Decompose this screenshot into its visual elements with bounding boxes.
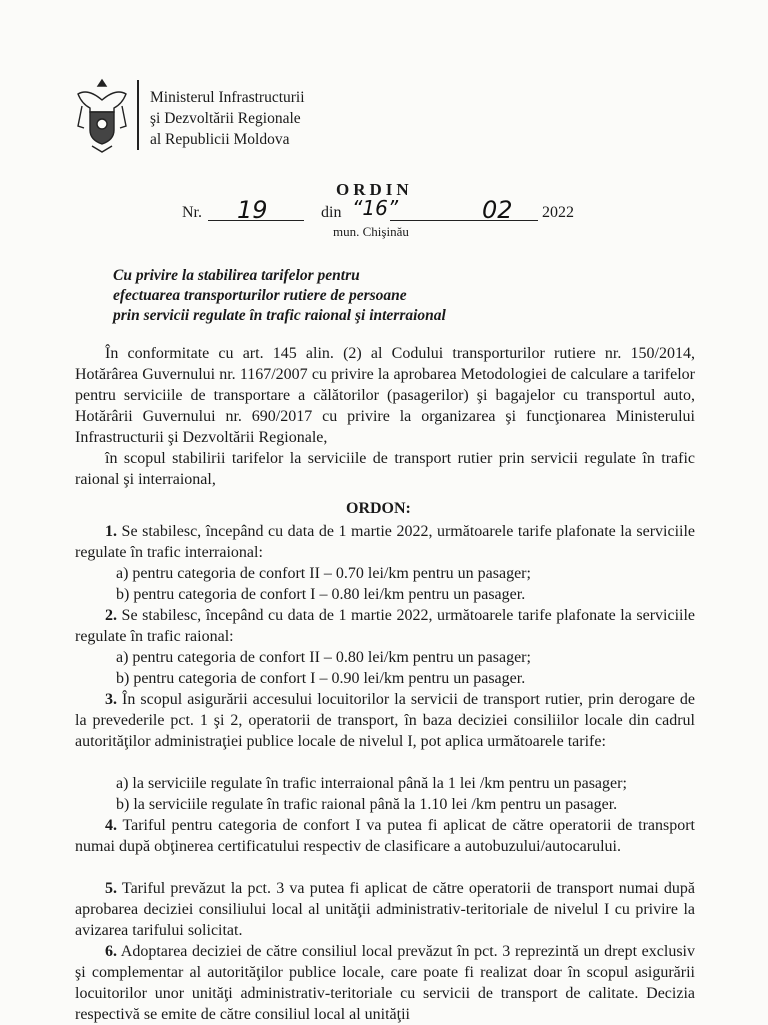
year-value: 2022 <box>542 204 574 221</box>
point-1-b: b) pentru categoria de confort I – 0.80 lei/km pentru un pasager. <box>116 586 526 603</box>
subject-line-3: prin servicii regulate în trafic raional şi interraional <box>113 307 446 324</box>
order-place: mun. Chişinău <box>333 224 409 239</box>
ministry-line-2: şi Dezvoltării Regionale <box>150 110 301 127</box>
ministry-line-3: al Republicii Moldova <box>150 131 290 148</box>
point-3-b: b) la serviciile regulate în trafic raional până la 1.10 lei /km pentru un pasager. <box>116 796 618 813</box>
preamble-paragraph-2: în scopul stabilirii tarifelor la serviciile de transport rutier prin servicii regulate în trafic raional şi interraional, <box>75 450 695 488</box>
month-value: 02 <box>482 196 513 224</box>
point-2: 2. Se stabilesc, începând cu data de 1 martie 2022, următoarele tarife plafonate la serviciile regulate în trafic raional: <box>75 607 696 645</box>
header-divider <box>137 80 139 150</box>
subject-line-2: efectuarea transporturilor rutiere de persoane <box>113 287 407 304</box>
point-2-a: a) pentru categoria de confort II – 0.80 lei/km pentru un pasager; <box>116 649 531 666</box>
point-3: 3. În scopul asigurării accesului locuitorilor la servicii de transport rutier, prin derogare de la prevederile pct. 1 şi 2, operatorii de transport, în baza deciziei consiliilor locale din cadrul autorităţilor administraţiei publice locale de nivelul I, pot aplica următoarele tarife: <box>75 691 696 750</box>
order-number-row <box>182 196 602 226</box>
order-subject <box>113 266 446 326</box>
ministry-line-1: Ministerul Infrastructurii <box>150 89 305 106</box>
day-underline <box>390 220 480 221</box>
point-1: 1. Se stabilesc, începând cu data de 1 martie 2022, următoarele tarife plafonate la serviciile regulate în trafic interraional: <box>75 523 696 561</box>
point-1-a: a) pentru categoria de confort II – 0.70 lei/km pentru un pasager; <box>116 565 531 582</box>
point-3-a: a) la serviciile regulate în trafic interraional până la 1 lei /km pentru un pasager; <box>116 775 627 792</box>
coat-of-arms-emblem <box>72 76 132 156</box>
point-4: 4. Tariful pentru categoria de confort I va putea fi aplicat de către operatorii de transport numai după obţinerea certificatului respectiv de clasificare a autobuzului/autocarului. <box>75 817 695 855</box>
subject-line-1: Cu privire la stabilirea tarifelor pentru <box>113 267 360 284</box>
point-2-b: b) pentru categoria de confort I – 0.90 lei/km pentru un pasager. <box>116 670 526 687</box>
day-value: “16” <box>352 196 399 220</box>
nr-underline <box>208 220 304 221</box>
point-5: 5. Tariful prevăzut la pct. 3 va putea fi aplicat de către operatorii de transport numai după aprobarea deciziei consiliului local al unităţii administrativ-teritoriale de nivelul I cu privire la avizarea tarifului solicitat. <box>75 880 695 939</box>
din-label: din <box>321 204 342 221</box>
point-6: 6. Adoptarea deciziei de către consiliul local prevăzut în pct. 3 reprezintă un drept exclusiv şi complementar al autorităţilor publice locale, care poate fi realizat doar în scopul asigurării locuitorilor unor unităţi administrativ-teritoriale cu servicii de transport de calitate. Decizia respectivă se emite de către consiliul local al unităţii <box>75 943 695 1023</box>
order-title: ORDIN <box>336 180 413 199</box>
nr-value: 19 <box>237 196 268 224</box>
month-underline <box>480 220 538 221</box>
ordon-heading: ORDON: <box>346 500 411 517</box>
preamble-paragraph-1: În conformitate cu art. 145 alin. (2) al Codului transporturilor rutiere nr. 150/2014, Hotărârea Guvernului nr. 1167/2007 cu privire la aprobarea Metodologiei de calculare a tarifelor pentru serviciile de transportare a călătorilor (pasagerilor) şi bagajelor cu transportul auto, Hotărârii Guvernului nr. 690/2017 cu privire la organizarea şi funcţionarea Ministerului Infrastructurii şi Dezvoltării Regionale, <box>75 345 695 446</box>
nr-label: Nr. <box>182 204 202 221</box>
ministry-header <box>150 87 305 150</box>
